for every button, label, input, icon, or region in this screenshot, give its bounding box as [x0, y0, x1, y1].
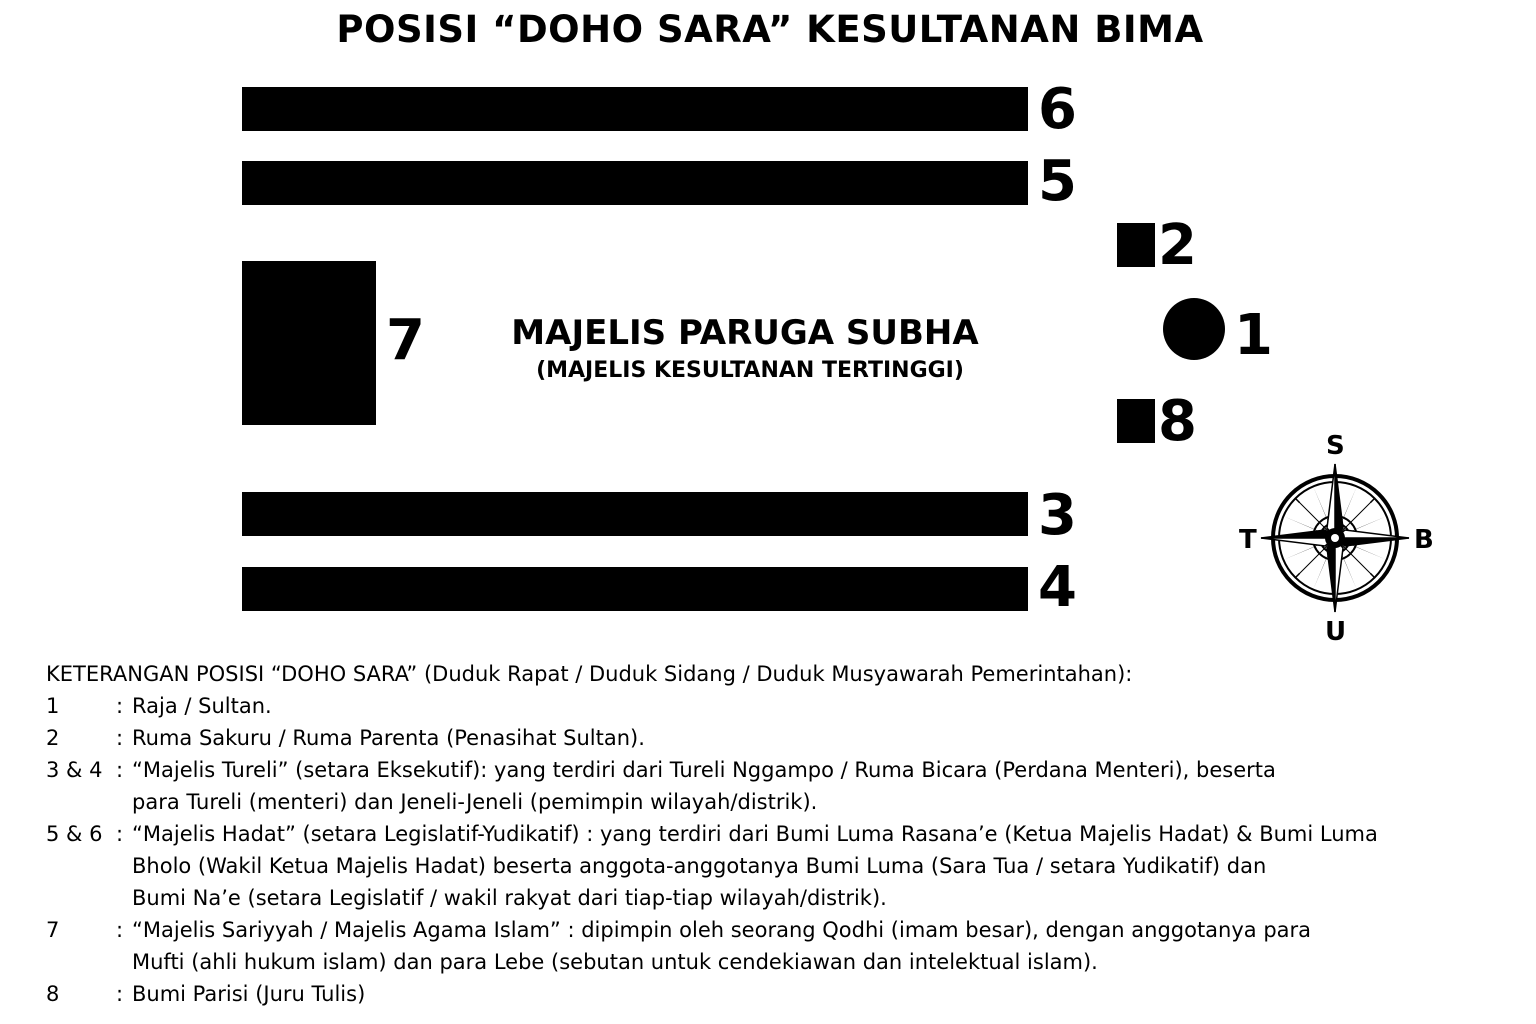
legend-line: Ruma Sakuru / Ruma Parenta (Penasihat Sultan). — [132, 726, 645, 750]
legend-line: Bumi Parisi (Juru Tulis) — [132, 982, 366, 1006]
legend-colon: : — [116, 758, 124, 782]
compass-rose-icon — [1255, 458, 1415, 618]
legend-colon: : — [116, 822, 124, 846]
legend-colon: : — [116, 982, 124, 1006]
seat-6-label: 6 — [1038, 77, 1077, 142]
legend-colon: : — [116, 694, 124, 718]
legend-key: 8 — [46, 982, 60, 1006]
legend-item — [46, 818, 1516, 914]
legend-item — [46, 978, 1516, 1010]
center-subtitle: (MAJELIS KESULTANAN TERTINGGI) — [536, 358, 964, 383]
legend-line: Bumi Na’e (setara Legislatif / wakil rakyat dari tiap-tiap wilayah/distrik). — [132, 886, 887, 910]
legend-line: “Majelis Tureli” (setara Eksekutif): yang terdiri dari Tureli Nggampo / Ruma Bicara (Perdana Menteri), beserta — [132, 758, 1276, 782]
seat-5-bar — [242, 161, 1028, 205]
seat-2-square — [1117, 223, 1155, 267]
seat-7-rectangle — [242, 261, 376, 425]
legend-text — [132, 978, 1516, 1010]
seat-8-square — [1117, 399, 1155, 443]
legend-colon: : — [116, 726, 124, 750]
legend-text — [132, 690, 1516, 722]
legend-key: 7 — [46, 918, 60, 942]
legend-item — [46, 914, 1516, 978]
legend-line: para Tureli (menteri) dan Jeneli-Jeneli (pemimpin wilayah/distrik). — [132, 790, 818, 814]
legend-key: 3 & 4 — [46, 758, 103, 782]
seat-1-circle — [1163, 298, 1225, 360]
seat-7-label: 7 — [386, 308, 425, 373]
legend-line: Raja / Sultan. — [132, 694, 272, 718]
center-title: MAJELIS PARUGA SUBHA — [511, 313, 979, 353]
legend-text — [132, 722, 1516, 754]
legend-line: “Majelis Hadat” (setara Legislatif-Yudikatif) : yang terdiri dari Bumi Luma Rasana’e (Ketua Majelis Hadat) & Bumi Luma — [132, 822, 1378, 846]
compass-right-label: B — [1414, 525, 1434, 555]
seat-3-bar — [242, 492, 1028, 536]
seat-1-label: 1 — [1234, 303, 1273, 368]
seat-8-label: 8 — [1158, 389, 1197, 454]
seat-6-bar — [242, 87, 1028, 131]
compass-left-label: T — [1239, 525, 1257, 555]
legend-line: “Majelis Sariyyah / Majelis Agama Islam” : dipimpin oleh seorang Qodhi (imam besar), dengan anggotanya para — [132, 918, 1312, 942]
legend-key: 1 — [46, 694, 60, 718]
legend-item — [46, 754, 1516, 818]
seat-2-label: 2 — [1158, 213, 1197, 278]
seat-4-bar — [242, 567, 1028, 611]
legend — [46, 658, 1516, 1010]
seat-4-label: 4 — [1038, 555, 1077, 620]
seat-5-label: 5 — [1038, 149, 1077, 214]
compass-bottom-label: U — [1325, 617, 1347, 647]
diagram-title: POSISI “DOHO SARA” KESULTANAN BIMA — [336, 8, 1204, 51]
compass-top-label: S — [1326, 431, 1345, 461]
legend-key: 2 — [46, 726, 60, 750]
legend-item — [46, 690, 1516, 722]
legend-text — [132, 914, 1516, 978]
legend-text — [132, 818, 1516, 914]
legend-heading: KETERANGAN POSISI “DOHO SARA” (Duduk Rapat / Duduk Sidang / Duduk Musyawarah Pemerintahan): — [46, 662, 1133, 686]
legend-text — [132, 754, 1516, 818]
legend-line: Mufti (ahli hukum islam) dan para Lebe (sebutan untuk cendekiawan dan intelektual islam). — [132, 950, 1098, 974]
legend-line: Bholo (Wakil Ketua Majelis Hadat) beserta anggota-anggotanya Bumi Luma (Sara Tua / setara Yudikatif) dan — [132, 854, 1267, 878]
legend-colon: : — [116, 918, 124, 942]
legend-item — [46, 722, 1516, 754]
legend-key: 5 & 6 — [46, 822, 103, 846]
seat-3-label: 3 — [1038, 483, 1077, 548]
